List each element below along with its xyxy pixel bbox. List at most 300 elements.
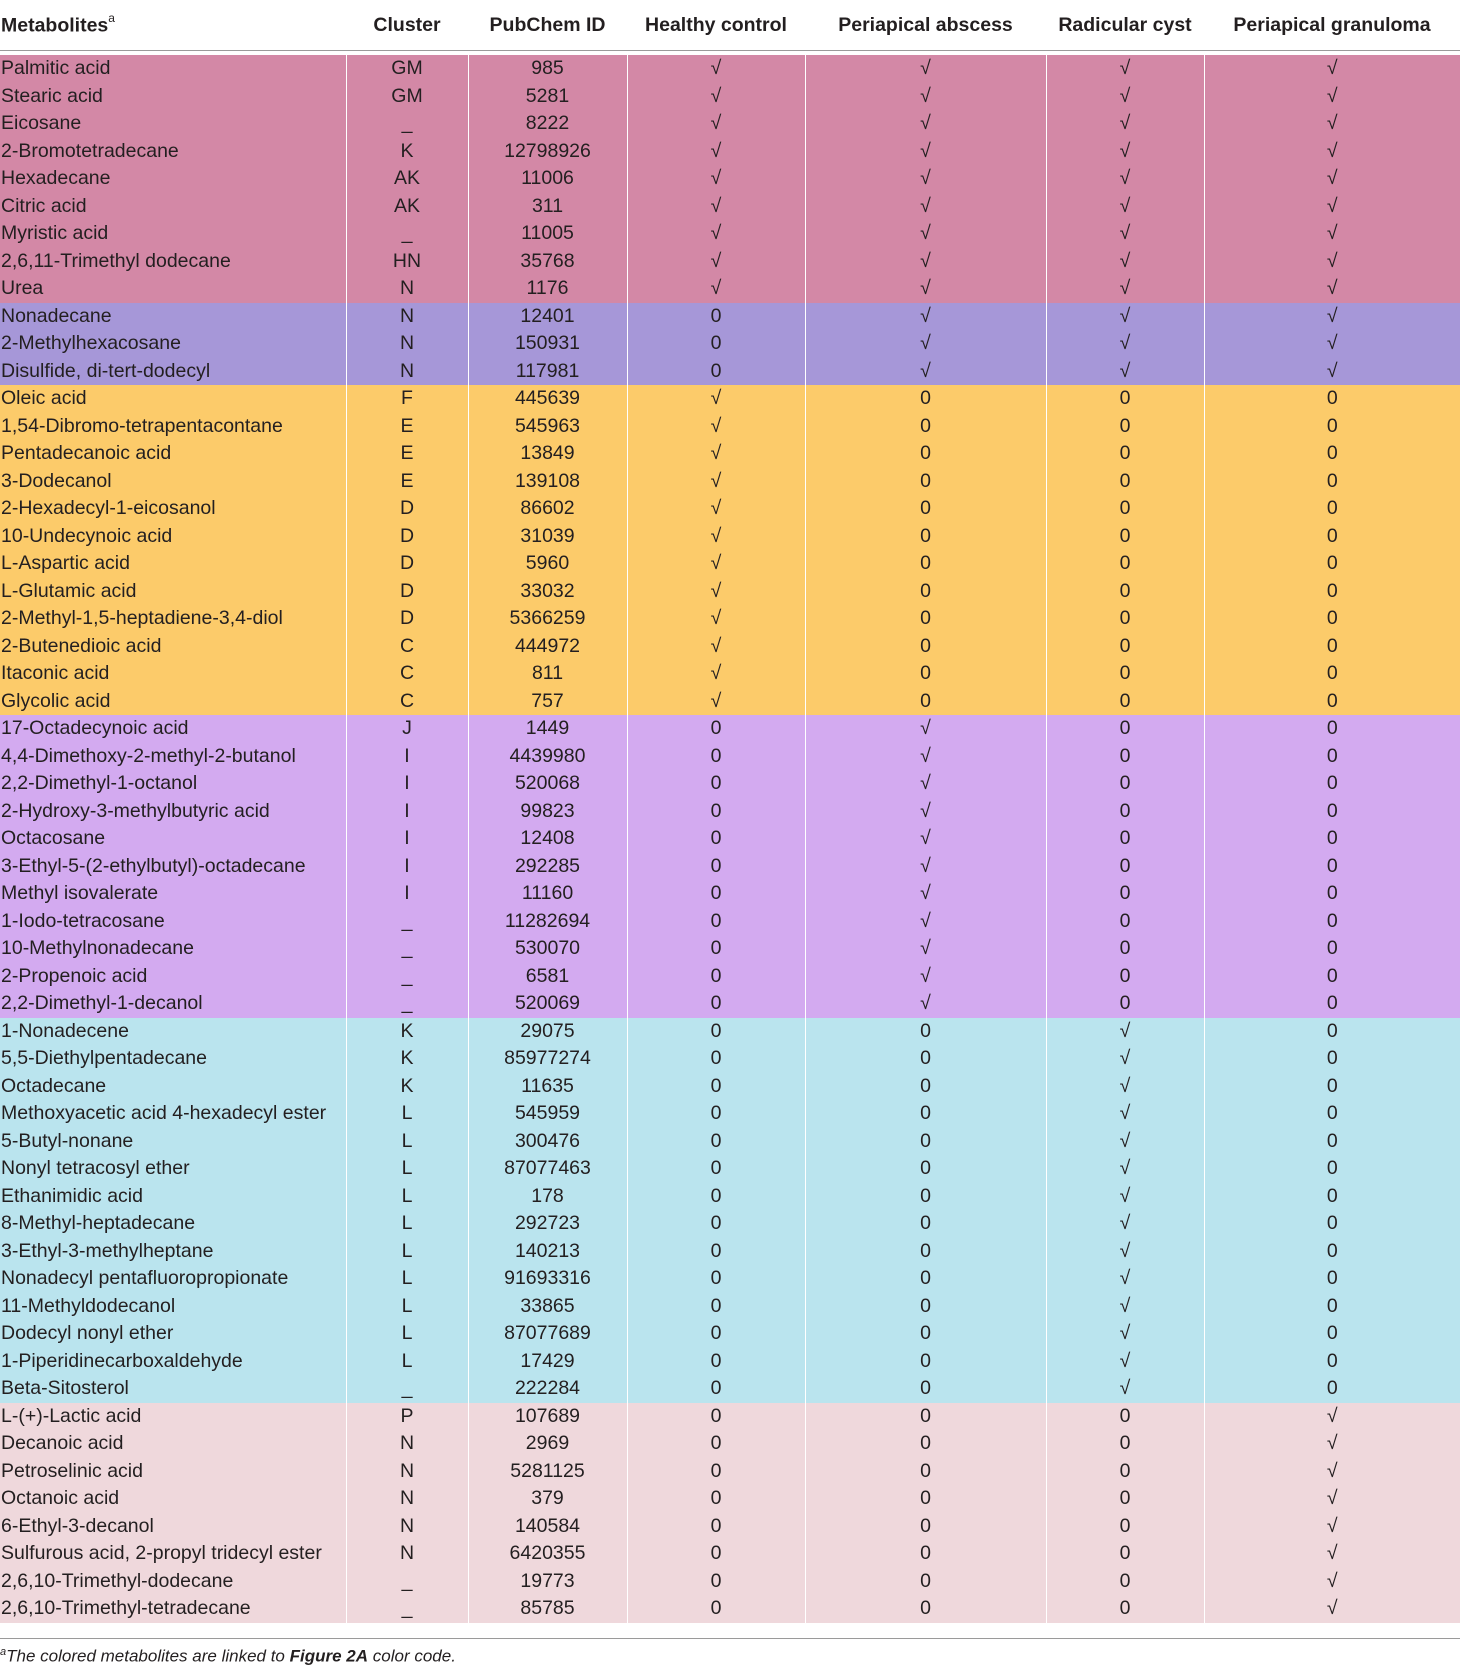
- periapical-granuloma-cell: √: [1204, 1513, 1460, 1541]
- cluster: I: [346, 880, 468, 908]
- healthy-control-cell: √: [627, 275, 805, 303]
- table-row: [0, 798, 1460, 826]
- radicular-cyst-cell: 0: [1046, 1513, 1204, 1541]
- cluster: N: [346, 330, 468, 358]
- cluster: AK: [346, 193, 468, 221]
- healthy-control-cell: 0: [627, 908, 805, 936]
- radicular-cyst-cell: √: [1046, 55, 1204, 83]
- table-row: [0, 1238, 1460, 1266]
- healthy-control-cell: 0: [627, 1265, 805, 1293]
- table-row: [0, 165, 1460, 193]
- table-row: [0, 990, 1460, 1018]
- healthy-control-cell: 0: [627, 963, 805, 991]
- header-healthy-control: Healthy control: [627, 0, 805, 51]
- radicular-cyst-cell: 0: [1046, 880, 1204, 908]
- periapical-granuloma-cell: 0: [1204, 523, 1460, 551]
- cluster: N: [346, 275, 468, 303]
- table-row: [0, 1403, 1460, 1431]
- periapical-granuloma-cell: 0: [1204, 468, 1460, 496]
- periapical-abscess-cell: 0: [805, 688, 1046, 716]
- metabolite-name: Urea: [0, 275, 346, 303]
- healthy-control-cell: 0: [627, 770, 805, 798]
- healthy-control-cell: 0: [627, 1073, 805, 1101]
- radicular-cyst-cell: 0: [1046, 660, 1204, 688]
- footnote-marker: a: [0, 1646, 7, 1658]
- radicular-cyst-cell: 0: [1046, 688, 1204, 716]
- pubchem-id: 87077463: [468, 1155, 627, 1183]
- healthy-control-cell: 0: [627, 880, 805, 908]
- radicular-cyst-cell: 0: [1046, 495, 1204, 523]
- radicular-cyst-cell: 0: [1046, 963, 1204, 991]
- metabolite-name: 5-Butyl-nonane: [0, 1128, 346, 1156]
- healthy-control-cell: √: [627, 688, 805, 716]
- periapical-granuloma-cell: 0: [1204, 550, 1460, 578]
- periapical-granuloma-cell: 0: [1204, 990, 1460, 1018]
- healthy-control-cell: √: [627, 550, 805, 578]
- pubchem-id: 11005: [468, 220, 627, 248]
- periapical-abscess-cell: 0: [805, 1100, 1046, 1128]
- periapical-abscess-cell: √: [805, 193, 1046, 221]
- pubchem-id: 178: [468, 1183, 627, 1211]
- periapical-abscess-cell: √: [805, 330, 1046, 358]
- table-row: [0, 1155, 1460, 1183]
- cluster: D: [346, 605, 468, 633]
- pubchem-id: 1176: [468, 275, 627, 303]
- metabolite-name: 3-Dodecanol: [0, 468, 346, 496]
- healthy-control-cell: 0: [627, 1430, 805, 1458]
- periapical-granuloma-cell: 0: [1204, 1293, 1460, 1321]
- header-footnote-marker: a: [108, 10, 115, 25]
- pubchem-id: 33032: [468, 578, 627, 606]
- metabolite-name: Octadecane: [0, 1073, 346, 1101]
- healthy-control-cell: 0: [627, 330, 805, 358]
- pubchem-id: 13849: [468, 440, 627, 468]
- metabolite-name: 8-Methyl-heptadecane: [0, 1210, 346, 1238]
- metabolite-name: 1,54-Dibromo-tetrapentacontane: [0, 413, 346, 441]
- periapical-abscess-cell: 0: [805, 1238, 1046, 1266]
- periapical-granuloma-cell: √: [1204, 1485, 1460, 1513]
- table-row: [0, 688, 1460, 716]
- healthy-control-cell: 0: [627, 743, 805, 771]
- cluster: GM: [346, 55, 468, 83]
- healthy-control-cell: 0: [627, 1045, 805, 1073]
- periapical-abscess-cell: 0: [805, 578, 1046, 606]
- pubchem-id: 12798926: [468, 138, 627, 166]
- pubchem-id: 150931: [468, 330, 627, 358]
- periapical-abscess-cell: 0: [805, 1513, 1046, 1541]
- table-row: [0, 1265, 1460, 1293]
- radicular-cyst-cell: 0: [1046, 825, 1204, 853]
- metabolite-name: Decanoic acid: [0, 1430, 346, 1458]
- cluster: K: [346, 1045, 468, 1073]
- pubchem-id: 11282694: [468, 908, 627, 936]
- periapical-granuloma-cell: 0: [1204, 798, 1460, 826]
- metabolite-name: 2-Hydroxy-3-methylbutyric acid: [0, 798, 346, 826]
- periapical-abscess-cell: 0: [805, 1018, 1046, 1046]
- table-row: [0, 1210, 1460, 1238]
- cluster: E: [346, 440, 468, 468]
- metabolite-name: Ethanimidic acid: [0, 1183, 346, 1211]
- metabolite-name: 2-Propenoic acid: [0, 963, 346, 991]
- cluster: P: [346, 1403, 468, 1431]
- radicular-cyst-cell: √: [1046, 1183, 1204, 1211]
- pubchem-id: 444972: [468, 633, 627, 661]
- periapical-granuloma-cell: 0: [1204, 1155, 1460, 1183]
- metabolite-name: 4,4-Dimethoxy-2-methyl-2-butanol: [0, 743, 346, 771]
- table-row: [0, 440, 1460, 468]
- metabolite-name: 1-Iodo-tetracosane: [0, 908, 346, 936]
- healthy-control-cell: 0: [627, 1155, 805, 1183]
- radicular-cyst-cell: 0: [1046, 1568, 1204, 1596]
- periapical-abscess-cell: 0: [805, 660, 1046, 688]
- periapical-abscess-cell: √: [805, 853, 1046, 881]
- pubchem-id: 11160: [468, 880, 627, 908]
- pubchem-id: 530070: [468, 935, 627, 963]
- periapical-granuloma-cell: 0: [1204, 853, 1460, 881]
- periapical-granuloma-cell: √: [1204, 110, 1460, 138]
- metabolite-name: Petroselinic acid: [0, 1458, 346, 1486]
- pubchem-id: 35768: [468, 248, 627, 276]
- periapical-abscess-cell: 0: [805, 1210, 1046, 1238]
- pubchem-id: 300476: [468, 1128, 627, 1156]
- metabolite-name: Eicosane: [0, 110, 346, 138]
- healthy-control-cell: 0: [627, 1128, 805, 1156]
- periapical-granuloma-cell: √: [1204, 83, 1460, 111]
- table-row: [0, 495, 1460, 523]
- header-metabolites-label: Metabolites: [1, 14, 109, 37]
- radicular-cyst-cell: 0: [1046, 605, 1204, 633]
- radicular-cyst-cell: 0: [1046, 743, 1204, 771]
- healthy-control-cell: 0: [627, 1183, 805, 1211]
- healthy-control-cell: √: [627, 248, 805, 276]
- header-periapical-abscess: Periapical abscess: [805, 0, 1046, 51]
- healthy-control-cell: 0: [627, 1238, 805, 1266]
- periapical-abscess-cell: 0: [805, 1073, 1046, 1101]
- table-row: [0, 963, 1460, 991]
- healthy-control-cell: 0: [627, 1348, 805, 1376]
- periapical-abscess-cell: √: [805, 55, 1046, 83]
- periapical-granuloma-cell: √: [1204, 55, 1460, 83]
- periapical-granuloma-cell: 0: [1204, 1348, 1460, 1376]
- healthy-control-cell: √: [627, 220, 805, 248]
- periapical-abscess-cell: √: [805, 83, 1046, 111]
- metabolite-name: Oleic acid: [0, 385, 346, 413]
- pubchem-id: 520069: [468, 990, 627, 1018]
- cluster: N: [346, 1513, 468, 1541]
- periapical-granuloma-cell: √: [1204, 1595, 1460, 1623]
- metabolite-name: 2-Butenedioic acid: [0, 633, 346, 661]
- table-row: [0, 138, 1460, 166]
- cluster: C: [346, 688, 468, 716]
- healthy-control-cell: 0: [627, 358, 805, 386]
- radicular-cyst-cell: √: [1046, 1375, 1204, 1403]
- cluster: K: [346, 1073, 468, 1101]
- cluster: L: [346, 1320, 468, 1348]
- cluster: E: [346, 413, 468, 441]
- radicular-cyst-cell: 0: [1046, 853, 1204, 881]
- radicular-cyst-cell: √: [1046, 138, 1204, 166]
- periapical-abscess-cell: 0: [805, 1293, 1046, 1321]
- healthy-control-cell: √: [627, 523, 805, 551]
- pubchem-id: 5366259: [468, 605, 627, 633]
- healthy-control-cell: √: [627, 660, 805, 688]
- metabolite-name: 3-Ethyl-5-(2-ethylbutyl)-octadecane: [0, 853, 346, 881]
- periapical-abscess-cell: √: [805, 220, 1046, 248]
- healthy-control-cell: 0: [627, 1100, 805, 1128]
- periapical-abscess-cell: √: [805, 880, 1046, 908]
- pubchem-id: 12401: [468, 303, 627, 331]
- table-row: [0, 1540, 1460, 1568]
- healthy-control-cell: √: [627, 110, 805, 138]
- radicular-cyst-cell: 0: [1046, 440, 1204, 468]
- table-row: [0, 275, 1460, 303]
- cluster: L: [346, 1100, 468, 1128]
- table-row: [0, 1568, 1460, 1596]
- radicular-cyst-cell: 0: [1046, 413, 1204, 441]
- periapical-granuloma-cell: 0: [1204, 1018, 1460, 1046]
- periapical-abscess-cell: √: [805, 138, 1046, 166]
- periapical-granuloma-cell: √: [1204, 248, 1460, 276]
- periapical-granuloma-cell: √: [1204, 1430, 1460, 1458]
- table-row: [0, 1485, 1460, 1513]
- cluster: I: [346, 770, 468, 798]
- metabolite-name: 2,6,10-Trimethyl-dodecane: [0, 1568, 346, 1596]
- cluster: D: [346, 578, 468, 606]
- metabolite-name: Nonadecane: [0, 303, 346, 331]
- periapical-abscess-cell: 0: [805, 1595, 1046, 1623]
- radicular-cyst-cell: √: [1046, 248, 1204, 276]
- healthy-control-cell: √: [627, 578, 805, 606]
- cluster: L: [346, 1183, 468, 1211]
- table-row: [0, 1183, 1460, 1211]
- periapical-granuloma-cell: 0: [1204, 715, 1460, 743]
- cluster: _: [346, 220, 468, 248]
- periapical-granuloma-cell: 0: [1204, 413, 1460, 441]
- table-row: [0, 1513, 1460, 1541]
- table-row: [0, 1458, 1460, 1486]
- cluster: L: [346, 1293, 468, 1321]
- cluster: J: [346, 715, 468, 743]
- radicular-cyst-cell: √: [1046, 1155, 1204, 1183]
- metabolite-name: Methoxyacetic acid 4-hexadecyl ester: [0, 1100, 346, 1128]
- table-row: [0, 303, 1460, 331]
- table-row: [0, 1320, 1460, 1348]
- periapical-granuloma-cell: 0: [1204, 1128, 1460, 1156]
- cluster: I: [346, 798, 468, 826]
- periapical-granuloma-cell: 0: [1204, 1375, 1460, 1403]
- radicular-cyst-cell: √: [1046, 1073, 1204, 1101]
- cluster: I: [346, 825, 468, 853]
- periapical-granuloma-cell: √: [1204, 1403, 1460, 1431]
- periapical-granuloma-cell: 0: [1204, 688, 1460, 716]
- cluster: E: [346, 468, 468, 496]
- header-metabolites: [0, 0, 346, 51]
- table-body: [0, 51, 1460, 1623]
- cluster: _: [346, 908, 468, 936]
- pubchem-id: 11006: [468, 165, 627, 193]
- metabolite-name: Palmitic acid: [0, 55, 346, 83]
- metabolite-name: 1-Nonadecene: [0, 1018, 346, 1046]
- cluster: L: [346, 1238, 468, 1266]
- pubchem-id: 545963: [468, 413, 627, 441]
- table-row: [0, 825, 1460, 853]
- periapical-abscess-cell: √: [805, 935, 1046, 963]
- radicular-cyst-cell: 0: [1046, 633, 1204, 661]
- figure-reference-link[interactable]: Figure 2A: [289, 1646, 369, 1666]
- periapical-abscess-cell: 0: [805, 1540, 1046, 1568]
- periapical-granuloma-cell: 0: [1204, 605, 1460, 633]
- periapical-granuloma-cell: 0: [1204, 908, 1460, 936]
- radicular-cyst-cell: 0: [1046, 935, 1204, 963]
- pubchem-id: 31039: [468, 523, 627, 551]
- periapical-granuloma-cell: 0: [1204, 880, 1460, 908]
- metabolite-name: 2-Methyl-1,5-heptadiene-3,4-diol: [0, 605, 346, 633]
- table-row: [0, 110, 1460, 138]
- pubchem-id: 8222: [468, 110, 627, 138]
- cluster: _: [346, 1595, 468, 1623]
- periapical-abscess-cell: 0: [805, 1568, 1046, 1596]
- periapical-abscess-cell: √: [805, 770, 1046, 798]
- cluster: K: [346, 1018, 468, 1046]
- periapical-granuloma-cell: √: [1204, 193, 1460, 221]
- cluster: N: [346, 1540, 468, 1568]
- periapical-granuloma-cell: 0: [1204, 1100, 1460, 1128]
- pubchem-id: 117981: [468, 358, 627, 386]
- table-row: [0, 1375, 1460, 1403]
- cluster: D: [346, 523, 468, 551]
- healthy-control-cell: √: [627, 385, 805, 413]
- radicular-cyst-cell: √: [1046, 110, 1204, 138]
- metabolite-name: Itaconic acid: [0, 660, 346, 688]
- radicular-cyst-cell: 0: [1046, 1540, 1204, 1568]
- radicular-cyst-cell: √: [1046, 1238, 1204, 1266]
- periapical-granuloma-cell: 0: [1204, 1238, 1460, 1266]
- metabolite-name: 2-Methylhexacosane: [0, 330, 346, 358]
- pubchem-id: 6420355: [468, 1540, 627, 1568]
- radicular-cyst-cell: 0: [1046, 1485, 1204, 1513]
- table-row: [0, 1595, 1460, 1623]
- radicular-cyst-cell: √: [1046, 1128, 1204, 1156]
- healthy-control-cell: 0: [627, 1568, 805, 1596]
- metabolite-name: Beta-Sitosterol: [0, 1375, 346, 1403]
- pubchem-id: 140584: [468, 1513, 627, 1541]
- table-footnote: [0, 1646, 456, 1667]
- healthy-control-cell: √: [627, 83, 805, 111]
- metabolite-name: Sulfurous acid, 2-propyl tridecyl ester: [0, 1540, 346, 1568]
- periapical-abscess-cell: 0: [805, 385, 1046, 413]
- table-row: [0, 715, 1460, 743]
- radicular-cyst-cell: 0: [1046, 1430, 1204, 1458]
- metabolite-name: 3-Ethyl-3-methylheptane: [0, 1238, 346, 1266]
- cluster: L: [346, 1265, 468, 1293]
- periapical-granuloma-cell: √: [1204, 358, 1460, 386]
- cluster: N: [346, 1485, 468, 1513]
- periapical-granuloma-cell: 0: [1204, 578, 1460, 606]
- periapical-granuloma-cell: 0: [1204, 743, 1460, 771]
- table-row: [0, 908, 1460, 936]
- radicular-cyst-cell: √: [1046, 1348, 1204, 1376]
- radicular-cyst-cell: 0: [1046, 770, 1204, 798]
- pubchem-id: 292285: [468, 853, 627, 881]
- footnote-text-after: color code.: [368, 1646, 456, 1666]
- periapical-abscess-cell: √: [805, 715, 1046, 743]
- periapical-granuloma-cell: 0: [1204, 385, 1460, 413]
- metabolite-name: Nonadecyl pentafluoropropionate: [0, 1265, 346, 1293]
- cluster: _: [346, 1568, 468, 1596]
- metabolite-name: 5,5-Diethylpentadecane: [0, 1045, 346, 1073]
- healthy-control-cell: 0: [627, 1403, 805, 1431]
- table-row: [0, 1293, 1460, 1321]
- healthy-control-cell: 0: [627, 1320, 805, 1348]
- periapical-abscess-cell: √: [805, 110, 1046, 138]
- table-row: [0, 358, 1460, 386]
- healthy-control-cell: √: [627, 138, 805, 166]
- table-row: [0, 1018, 1460, 1046]
- periapical-granuloma-cell: 0: [1204, 1073, 1460, 1101]
- periapical-granuloma-cell: 0: [1204, 935, 1460, 963]
- radicular-cyst-cell: 0: [1046, 550, 1204, 578]
- periapical-abscess-cell: 0: [805, 1155, 1046, 1183]
- healthy-control-cell: 0: [627, 1375, 805, 1403]
- pubchem-id: 91693316: [468, 1265, 627, 1293]
- radicular-cyst-cell: √: [1046, 220, 1204, 248]
- table-row: [0, 248, 1460, 276]
- pubchem-id: 19773: [468, 1568, 627, 1596]
- pubchem-id: 33865: [468, 1293, 627, 1321]
- healthy-control-cell: 0: [627, 1210, 805, 1238]
- cluster: N: [346, 1430, 468, 1458]
- table-row: [0, 220, 1460, 248]
- radicular-cyst-cell: √: [1046, 1018, 1204, 1046]
- metabolite-name: Stearic acid: [0, 83, 346, 111]
- table-row: [0, 1430, 1460, 1458]
- periapical-granuloma-cell: 0: [1204, 1045, 1460, 1073]
- periapical-abscess-cell: √: [805, 908, 1046, 936]
- cluster: D: [346, 495, 468, 523]
- healthy-control-cell: 0: [627, 1293, 805, 1321]
- periapical-granuloma-cell: √: [1204, 138, 1460, 166]
- periapical-granuloma-cell: 0: [1204, 770, 1460, 798]
- pubchem-id: 17429: [468, 1348, 627, 1376]
- metabolite-name: Glycolic acid: [0, 688, 346, 716]
- periapical-abscess-cell: √: [805, 990, 1046, 1018]
- healthy-control-cell: 0: [627, 1485, 805, 1513]
- periapical-abscess-cell: √: [805, 303, 1046, 331]
- radicular-cyst-cell: 0: [1046, 1458, 1204, 1486]
- radicular-cyst-cell: 0: [1046, 1595, 1204, 1623]
- table-row: [0, 413, 1460, 441]
- pubchem-id: 545959: [468, 1100, 627, 1128]
- cluster: _: [346, 963, 468, 991]
- periapical-abscess-cell: 0: [805, 605, 1046, 633]
- periapical-granuloma-cell: 0: [1204, 1265, 1460, 1293]
- radicular-cyst-cell: √: [1046, 83, 1204, 111]
- pubchem-id: 87077689: [468, 1320, 627, 1348]
- radicular-cyst-cell: 0: [1046, 1403, 1204, 1431]
- periapical-granuloma-cell: 0: [1204, 963, 1460, 991]
- radicular-cyst-cell: √: [1046, 1320, 1204, 1348]
- radicular-cyst-cell: 0: [1046, 990, 1204, 1018]
- cluster: _: [346, 110, 468, 138]
- periapical-granuloma-cell: √: [1204, 1540, 1460, 1568]
- radicular-cyst-cell: 0: [1046, 715, 1204, 743]
- cluster: N: [346, 303, 468, 331]
- metabolite-name: Octanoic acid: [0, 1485, 346, 1513]
- header-cluster: Cluster: [346, 0, 468, 51]
- pubchem-id: 99823: [468, 798, 627, 826]
- periapical-abscess-cell: √: [805, 963, 1046, 991]
- radicular-cyst-cell: √: [1046, 1210, 1204, 1238]
